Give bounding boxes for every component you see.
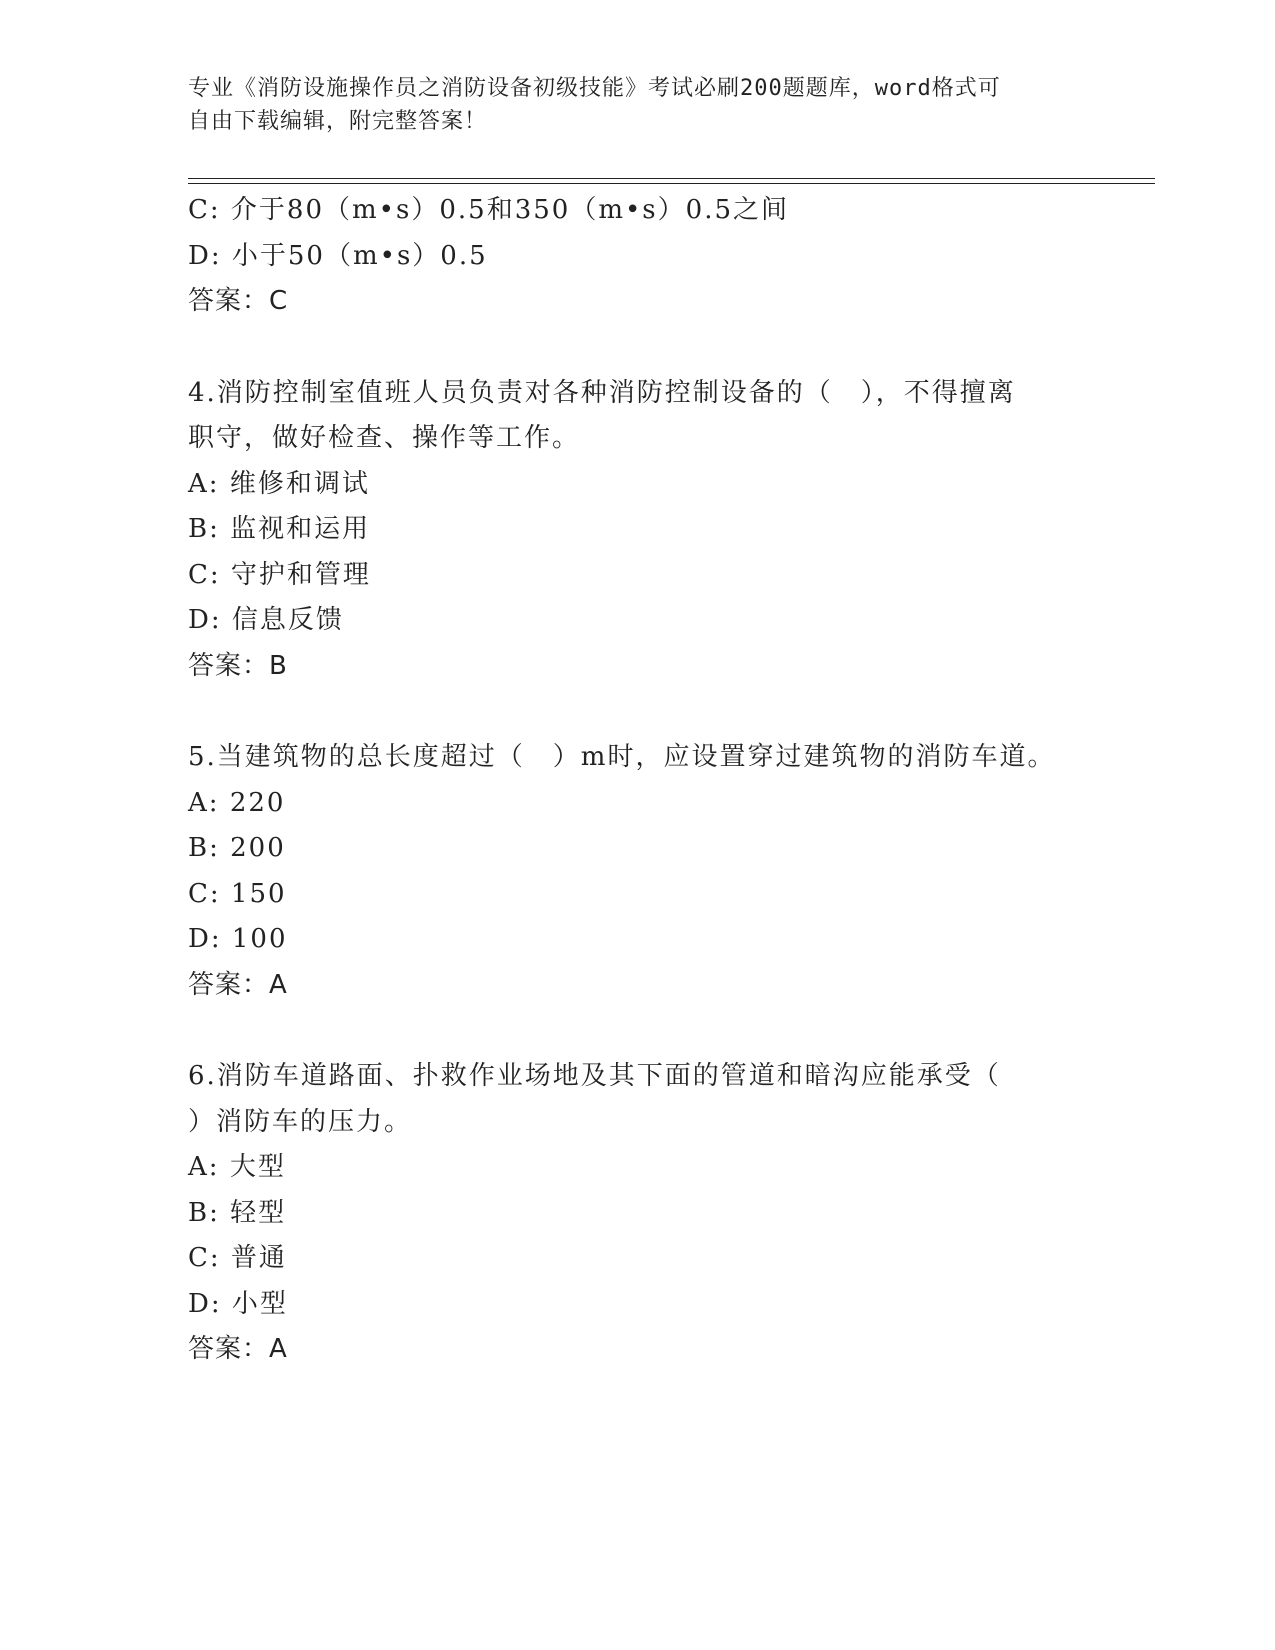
question-stem-line: 4.消防控制室值班人员负责对各种消防控制设备的（ ），不得擅离 [188,377,1016,408]
question-4 [188,371,1088,690]
option-c [188,1236,1088,1282]
option-letter: C: [188,878,221,909]
question-stem-line: 6.消防车道路面、扑救作业场地及其下面的管道和暗沟应能承受（ [188,1061,1001,1091]
option-b [188,1191,1088,1237]
option-text: 大型 [229,1152,286,1182]
option-letter: D: [188,1288,222,1319]
option-text: 轻型 [230,1197,287,1228]
spacer [188,689,1088,735]
option-text: 监视和运用 [230,514,371,544]
option-d [188,917,1088,963]
document-header [188,72,1068,138]
question-stem-line: 职守，做好检查、操作等工作。 [188,423,581,453]
option-text: 200 [230,833,286,863]
option-text: 小于50（m•s）0.5 [231,240,488,271]
option-d [188,234,1088,280]
option-b [188,826,1088,872]
option-a [188,781,1088,827]
option-letter: B: [188,514,220,544]
header-line-1: 专业《消防设施操作员之消防设备初级技能》考试必刷200题题库，word格式可 [188,76,1001,101]
option-text: 普通 [230,1243,287,1273]
option-text: 守护和管理 [230,559,371,590]
answer-line: 答案：A [188,1334,288,1364]
option-letter: D: [188,240,222,271]
question-list [188,188,1088,1373]
option-letter: D: [188,605,222,635]
option-letter: B: [188,833,220,863]
option-letter: C: [188,195,221,225]
option-text: 维修和调试 [229,468,370,499]
spacer [188,325,1088,371]
answer-line: 答案：C [188,286,289,316]
option-letter: A: [188,468,220,499]
option-letter: A: [188,787,220,818]
option-text: 220 [229,787,286,818]
option-text: 信息反馈 [231,605,344,635]
question-stem-line: 5.当建筑物的总长度超过（ ）m时，应设置穿过建筑物的消防车道。 [188,742,1056,772]
option-d [188,598,1088,644]
option-letter: C: [188,559,221,590]
option-letter: D: [188,924,222,954]
question-partial [188,188,1088,325]
option-letter: A: [188,1152,220,1182]
spacer [188,1008,1088,1054]
option-a [188,1145,1088,1191]
question-6 [188,1054,1088,1373]
question-stem-line: ）消防车的压力。 [188,1106,413,1137]
option-text: 150 [230,878,287,909]
answer-line: 答案：A [188,969,288,1000]
option-a [188,462,1088,508]
option-c [188,553,1088,599]
answer-line: 答案：B [188,650,288,681]
question-5 [188,735,1088,1008]
header-divider-top [188,178,1155,179]
header-line-2: 自由下载编辑，附完整答案！ [188,109,488,134]
option-b [188,507,1088,553]
option-text: 介于80（m•s）0.5和350（m•s）0.5之间 [230,195,789,225]
option-letter: B: [188,1197,220,1228]
option-c [188,872,1088,918]
option-d [188,1282,1088,1328]
option-text: 小型 [231,1288,288,1319]
header-divider-bottom [188,183,1155,184]
option-text: 100 [231,924,288,954]
option-letter: C: [188,1243,221,1273]
option-c [188,188,1088,234]
